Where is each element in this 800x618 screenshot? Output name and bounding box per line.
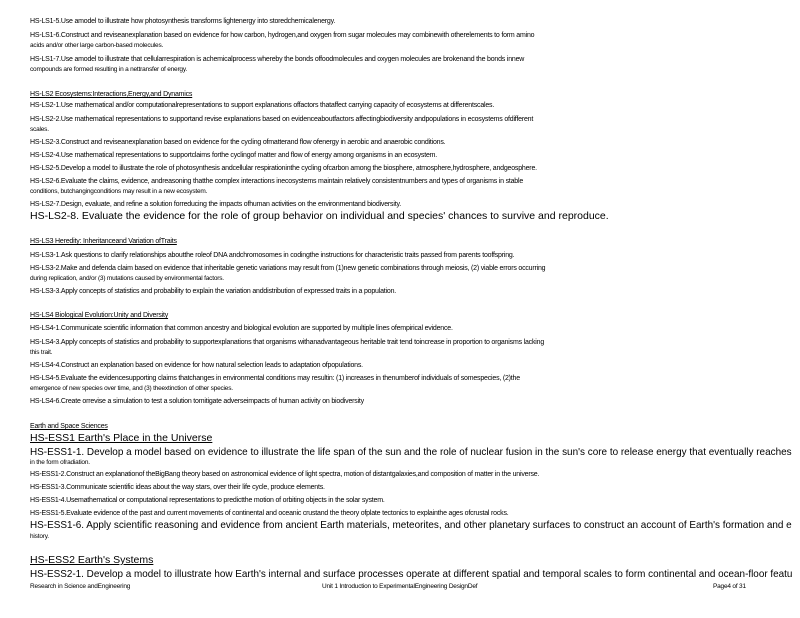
footer-page-number: Page4 of 31: [713, 583, 746, 590]
standard-hs-ls1-5: HS-LS1-5.Use amodel to illustrate how photosynthesis transforms lightenergy into storedchemicalenergy.: [30, 18, 336, 25]
standard-hs-ls4-1: HS-LS4-1.Communicate scientific information that common ancestry and biological evolution are supported by multiple lines ofempirical evidence.: [30, 325, 453, 332]
standard-hs-ess1-6-cont: history.: [30, 533, 49, 540]
section-heading-hs-ls4: HS-LS4 Biological Evolution:Unity and Diversity: [30, 312, 169, 319]
standard-hs-ls2-4: HS-LS2-4.Use mathematical representations to supportclaims forthe cyclingof matter and flow of energy among organisms in an ecosystem.: [30, 152, 438, 159]
standard-hs-ls2-5: HS-LS2-5.Develop a model to illustrate the role of photosynthesis andcellular respirationinthe cycling ofcarbon among the biosphere, atmosphere,hydrosphere, andgeosphere.: [30, 165, 537, 172]
standard-hs-ess1-2: HS-ESS1-2.Construct an explanationof theBigBang theory based on astronomical evidence of light spectra, motion of distantgalaxies,and composition of matter in the universe.: [30, 471, 540, 478]
standard-hs-ls2-2-cont: scales.: [30, 126, 49, 133]
standard-hs-ess2-1: HS-ESS2-1. Develop a model to illustrate how Earth's internal and surface processes operate at different spatial and temporal scales to form continental and ocean-floor featu: [30, 568, 793, 580]
standard-hs-ls1-7-cont: compounds are formed resulting in a nettransfer of energy.: [30, 66, 188, 73]
standard-hs-ls4-4: HS-LS4-4.Construct an explanation based on evidence for how natural selection leads to adaptation ofpopulations.: [30, 362, 363, 369]
standard-hs-ls3-1: HS-LS3-1.Ask questions to clarify relationships aboutthe roleof DNA andchromosomes in codingthe instructions for characteristic traits passed from parents tooffspring.: [30, 252, 515, 259]
standard-hs-ls2-3: HS-LS2-3.Construct and reviseanexplanation based on evidence for the cycling ofmatterand flow ofenergy in aerobic and anaerobic conditions.: [30, 139, 446, 146]
standard-hs-ls3-2-cont: during replication, and/or (3) mutations caused by environmental factors.: [30, 275, 224, 282]
standard-hs-ls2-7: HS-LS2-7.Design, evaluate, and refine a solution forreducing the impacts ofhuman activities on the environmentand biodiversity.: [30, 201, 401, 208]
standard-hs-ls1-6: HS-LS1-6.Construct and reviseanexplanation based on evidence for how carbon, hydrogen,and oxygen from sugar molecules may combinewith otherelements to form amino: [30, 32, 535, 39]
standard-hs-ls4-6: HS-LS4-6.Create orrevise a simulation to test a solution tomitigate adverseimpacts of human activity on biodiversity: [30, 398, 364, 405]
standard-hs-ls3-2: HS-LS3-2.Make and defenda claim based on evidence that inheritable genetic variations may result from (1)new genetic combinations through meiosis, (2) viable errors occurring: [30, 265, 546, 272]
standard-hs-ls4-5-cont: emergence of new species over time, and (3) theextinction of other species.: [30, 385, 233, 392]
standard-hs-ls4-3: HS-LS4-3.Apply concepts of statistics and probability to supportexplanations that organisms withanadvantageous heritable trait tend toincrease in proportion to organisms lacking: [30, 339, 545, 346]
standard-hs-ls2-2: HS-LS2-2.Use mathematical representations to supportand revise explanations based on evidenceaboutfactors affectingbiodiversity andpopulations in ecosystems ofdifferent: [30, 116, 534, 123]
standard-hs-ls2-6: HS-LS2-6.Evaluate the claims, evidence, andreasoning thatthe complex interactions inecosystems maintain relatively consistentnumbers and types of organisms in stable: [30, 178, 524, 185]
standard-hs-ls1-6-cont: acids and/or other large carbon-based molecules.: [30, 42, 164, 49]
standard-hs-ess1-3: HS-ESS1-3.Communicate scientific ideas about the way stars, over their life cycle, produce elements.: [30, 484, 325, 491]
standard-hs-ls2-1: HS-LS2-1.Use mathematical and/or computationalrepresentations to support explanations offactors thataffect carrying capacity of ecosystems at differentscales.: [30, 102, 495, 109]
standard-hs-ess1-5: HS-ESS1-5.Evaluate evidence of the past and current movements of continental and oceanic crustand the theory ofplate tectonics to explainthe ages ofcrustal rocks.: [30, 510, 509, 517]
section-heading-earth-space: Earth and Space Sciences: [30, 423, 108, 430]
standard-hs-ess1-4: HS-ESS1-4.Usemathematical or computational representations to predictthe motion of orbiting objects in the solar system.: [30, 497, 385, 504]
section-heading-hs-ess1: HS-ESS1 Earth's Place in the Universe: [30, 432, 213, 444]
standard-hs-ls2-6-cont: conditions, butchangingconditions may result in a new ecosystem.: [30, 188, 208, 195]
standard-hs-ls3-3: HS-LS3-3.Apply concepts of statistics and probability to explain the variation anddistribution of expressed traits in a population.: [30, 288, 397, 295]
standard-hs-ls4-5: HS-LS4-5.Evaluate the evidencesupporting claims thatchanges in environmental conditions may resultin: (1) increases in thenumberof individuals of somespecies, (2)the: [30, 375, 520, 382]
section-heading-hs-ls2: HS-LS2 Ecosystems:Interactions,Energy,and Dynamics: [30, 91, 193, 98]
footer-left: Research in Science andEngineering: [30, 583, 131, 590]
standard-hs-ess1-6: HS-ESS1-6. Apply scientific reasoning and evidence from ancient Earth materials, meteorites, and other planetary surfaces to construct an account of Earth's formation and e: [30, 519, 792, 531]
standard-hs-ess1-1: HS-ESS1-1. Develop a model based on evidence to illustrate the life span of the sun and the role of nuclear fusion in the sun's core to release energy that eventually reaches: [30, 446, 792, 458]
standard-hs-ls2-8: HS-LS2-8. Evaluate the evidence for the role of group behavior on individual and species' chances to survive and reproduce.: [30, 210, 609, 222]
standard-hs-ls4-3-cont: this trait.: [30, 349, 53, 356]
section-heading-hs-ls3: HS-LS3 Heredity: Inheritanceand Variation ofTraits: [30, 238, 177, 245]
standard-hs-ls1-7: HS-LS1-7.Use amodel to illustrate that cellularrespiration is achemicalprocess whereby the bonds offoodmolecules and oxygen molecules are brokenand the bonds innew: [30, 56, 525, 63]
footer-center: Unit 1 Introduction to ExperimentalEngineering DesignDef: [322, 583, 478, 590]
section-heading-hs-ess2: HS-ESS2 Earth's Systems: [30, 554, 154, 566]
standard-hs-ess1-1-cont: in the form ofradiation.: [30, 459, 90, 466]
